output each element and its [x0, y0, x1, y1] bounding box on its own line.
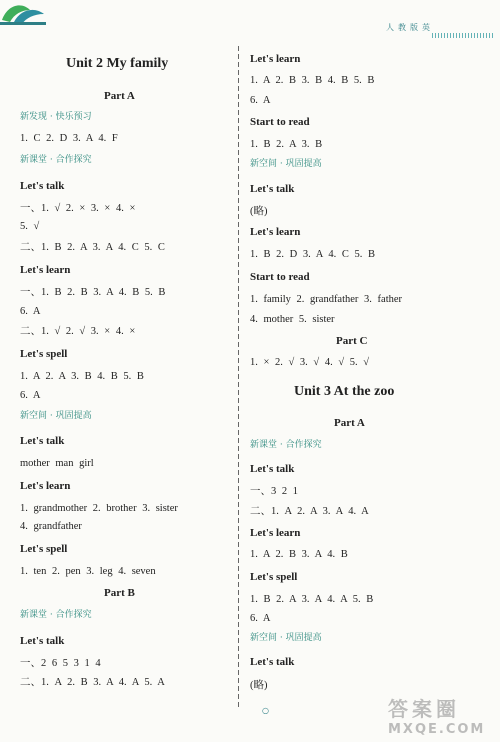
answer-line: (略): [250, 680, 268, 691]
answer-line: 6. A: [20, 390, 41, 401]
column-divider: [238, 46, 239, 710]
answer-line: 二、1. A 2. A 3. A 4. A: [250, 506, 369, 517]
subsection-heading: Let's talk: [250, 463, 295, 475]
part-heading: Part C: [336, 335, 368, 347]
section-tag: 新课堂 · 合作探究: [20, 155, 92, 165]
section-tag: 新课堂 · 合作探究: [20, 610, 92, 620]
subsection-heading: Let's talk: [250, 183, 295, 195]
answer-line: 1. A 2. B 3. A 4. B: [250, 549, 348, 560]
page-number: ○: [262, 706, 269, 715]
section-tag: 新空间 · 巩固提高: [250, 633, 322, 643]
answer-line: 1. family 2. grandfather 3. father: [250, 294, 403, 305]
answer-line: 二、1. A 2. B 3. A 4. A 5. A: [20, 677, 165, 688]
part-heading: Part B: [104, 587, 135, 599]
svg-text:答案圈: 答案圈: [388, 697, 460, 721]
subsection-heading: Let's talk: [20, 635, 65, 647]
answer-line: 6. A: [250, 613, 271, 624]
answer-line: 一、3 2 1: [250, 486, 298, 497]
answer-line: mother man girl: [20, 458, 94, 469]
unit-title: Unit 3 At the zoo: [294, 384, 395, 399]
answer-line: 一、2 6 5 3 1 4: [20, 658, 101, 669]
part-heading: Part A: [104, 90, 135, 102]
subsection-heading: Let's learn: [250, 226, 301, 238]
svg-text:MXQE.COM: MXQE.COM: [388, 722, 486, 737]
subsection-heading: Let's learn: [250, 53, 301, 65]
subsection-heading: Start to read: [250, 116, 310, 128]
subsection-heading: Let's spell: [250, 571, 298, 583]
subsection-heading: Let's learn: [20, 480, 71, 492]
answer-line: 二、1. B 2. A 3. A 4. C 5. C: [20, 242, 165, 253]
answer-line: 1. A 2. B 3. B 4. B 5. B: [250, 75, 375, 86]
answer-line: 二、1. √ 2. √ 3. × 4. ×: [20, 326, 136, 337]
section-tag: 新空间 · 巩固提高: [20, 411, 92, 421]
answer-line: 一、1. B 2. B 3. A 4. B 5. B: [20, 287, 166, 298]
answer-line: 1. A 2. A 3. B 4. B 5. B: [20, 371, 144, 382]
answer-line: 4. mother 5. sister: [250, 314, 335, 325]
unit-title: Unit 2 My family: [66, 56, 169, 71]
answer-line: 1. ten 2. pen 3. leg 4. seven: [20, 566, 156, 577]
page-header: [0, 0, 500, 40]
section-tag: 新课堂 · 合作探究: [250, 440, 322, 450]
section-tag: 新空间 · 巩固提高: [250, 159, 322, 169]
leaf-logo-icon: [0, 0, 46, 26]
answer-line: 5. √: [20, 221, 40, 232]
subsection-heading: Let's spell: [20, 348, 68, 360]
answer-line: (略): [250, 206, 268, 217]
subsection-heading: Let's talk: [20, 435, 65, 447]
answer-line: 6. A: [20, 306, 41, 317]
header-stripe: [432, 33, 494, 38]
answer-line: 1. B 2. A 3. A 4. A 5. B: [250, 594, 374, 605]
subsection-heading: Let's talk: [20, 180, 65, 192]
answer-line: 1. B 2. D 3. A 4. C 5. B: [250, 249, 376, 260]
subsection-heading: Let's talk: [250, 656, 295, 668]
subsection-heading: Start to read: [250, 271, 310, 283]
subsection-heading: Let's spell: [20, 543, 68, 555]
answer-line: 1. C 2. D 3. A 4. F: [20, 133, 118, 144]
answer-line: 1. × 2. √ 3. √ 4. √ 5. √: [250, 357, 369, 368]
answer-line: 6. A: [250, 95, 271, 106]
answer-line: 1. grandmother 2. brother 3. sister: [20, 503, 178, 514]
header-text: 人 教 版 英: [386, 23, 431, 32]
watermark-logo: [380, 692, 500, 737]
subsection-heading: Let's learn: [20, 264, 71, 276]
answer-line: 4. grandfather: [20, 521, 82, 532]
part-heading: Part A: [334, 417, 365, 429]
answer-line: 1. B 2. A 3. B: [250, 139, 323, 150]
section-tag: 新发现 · 快乐预习: [20, 112, 92, 122]
answer-line: 一、1. √ 2. × 3. × 4. ×: [20, 203, 136, 214]
subsection-heading: Let's learn: [250, 527, 301, 539]
